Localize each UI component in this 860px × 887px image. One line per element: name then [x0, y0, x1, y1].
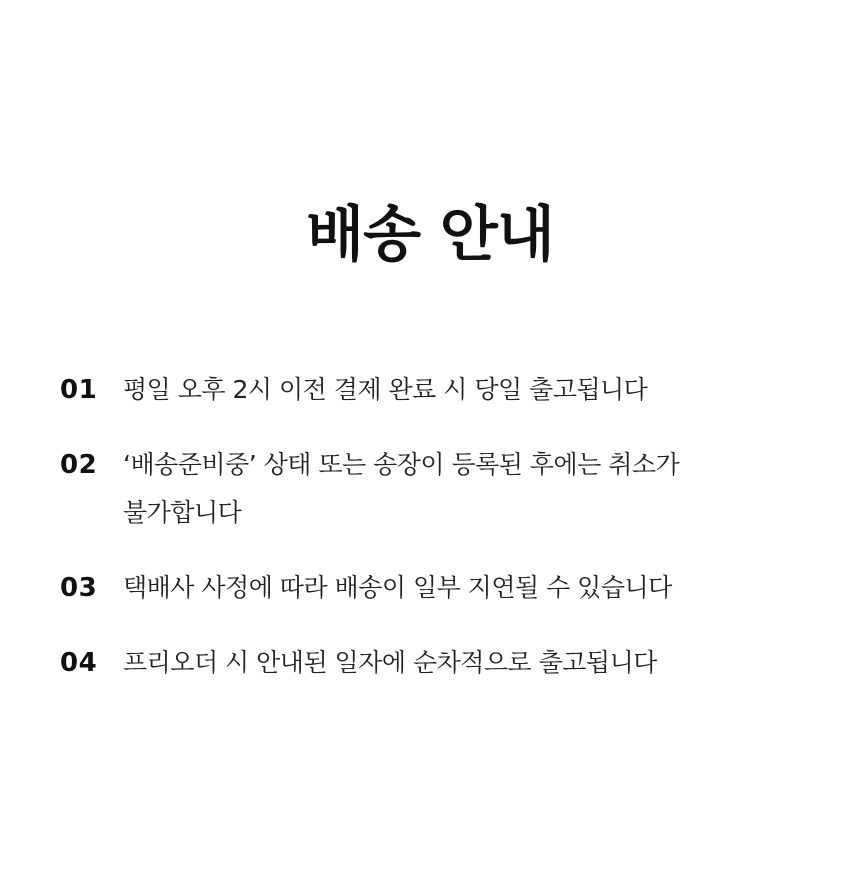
notice-item — [60, 366, 800, 414]
shipping-notice-list — [60, 366, 800, 714]
notice-number: 04 — [60, 648, 98, 678]
notice-text: ‘배송준비중’ 상태 또는 송장이 등록된 후에는 취소가 불가합니다 — [123, 450, 680, 527]
notice-text: 택배사 사정에 따라 배송이 일부 지연될 수 있습니다 — [123, 573, 672, 602]
notice-item — [60, 564, 800, 612]
notice-text: 프리오더 시 안내된 일자에 순차적으로 출고됩니다 — [123, 648, 657, 677]
notice-number: 03 — [60, 573, 98, 603]
notice-item — [60, 639, 800, 687]
notice-text: 평일 오후 2시 이전 결제 완료 시 당일 출고됩니다 — [123, 375, 648, 404]
page-title: 배송 안내 — [306, 200, 554, 270]
notice-number: 01 — [60, 375, 98, 405]
notice-item — [60, 441, 800, 537]
notice-number: 02 — [60, 450, 98, 480]
